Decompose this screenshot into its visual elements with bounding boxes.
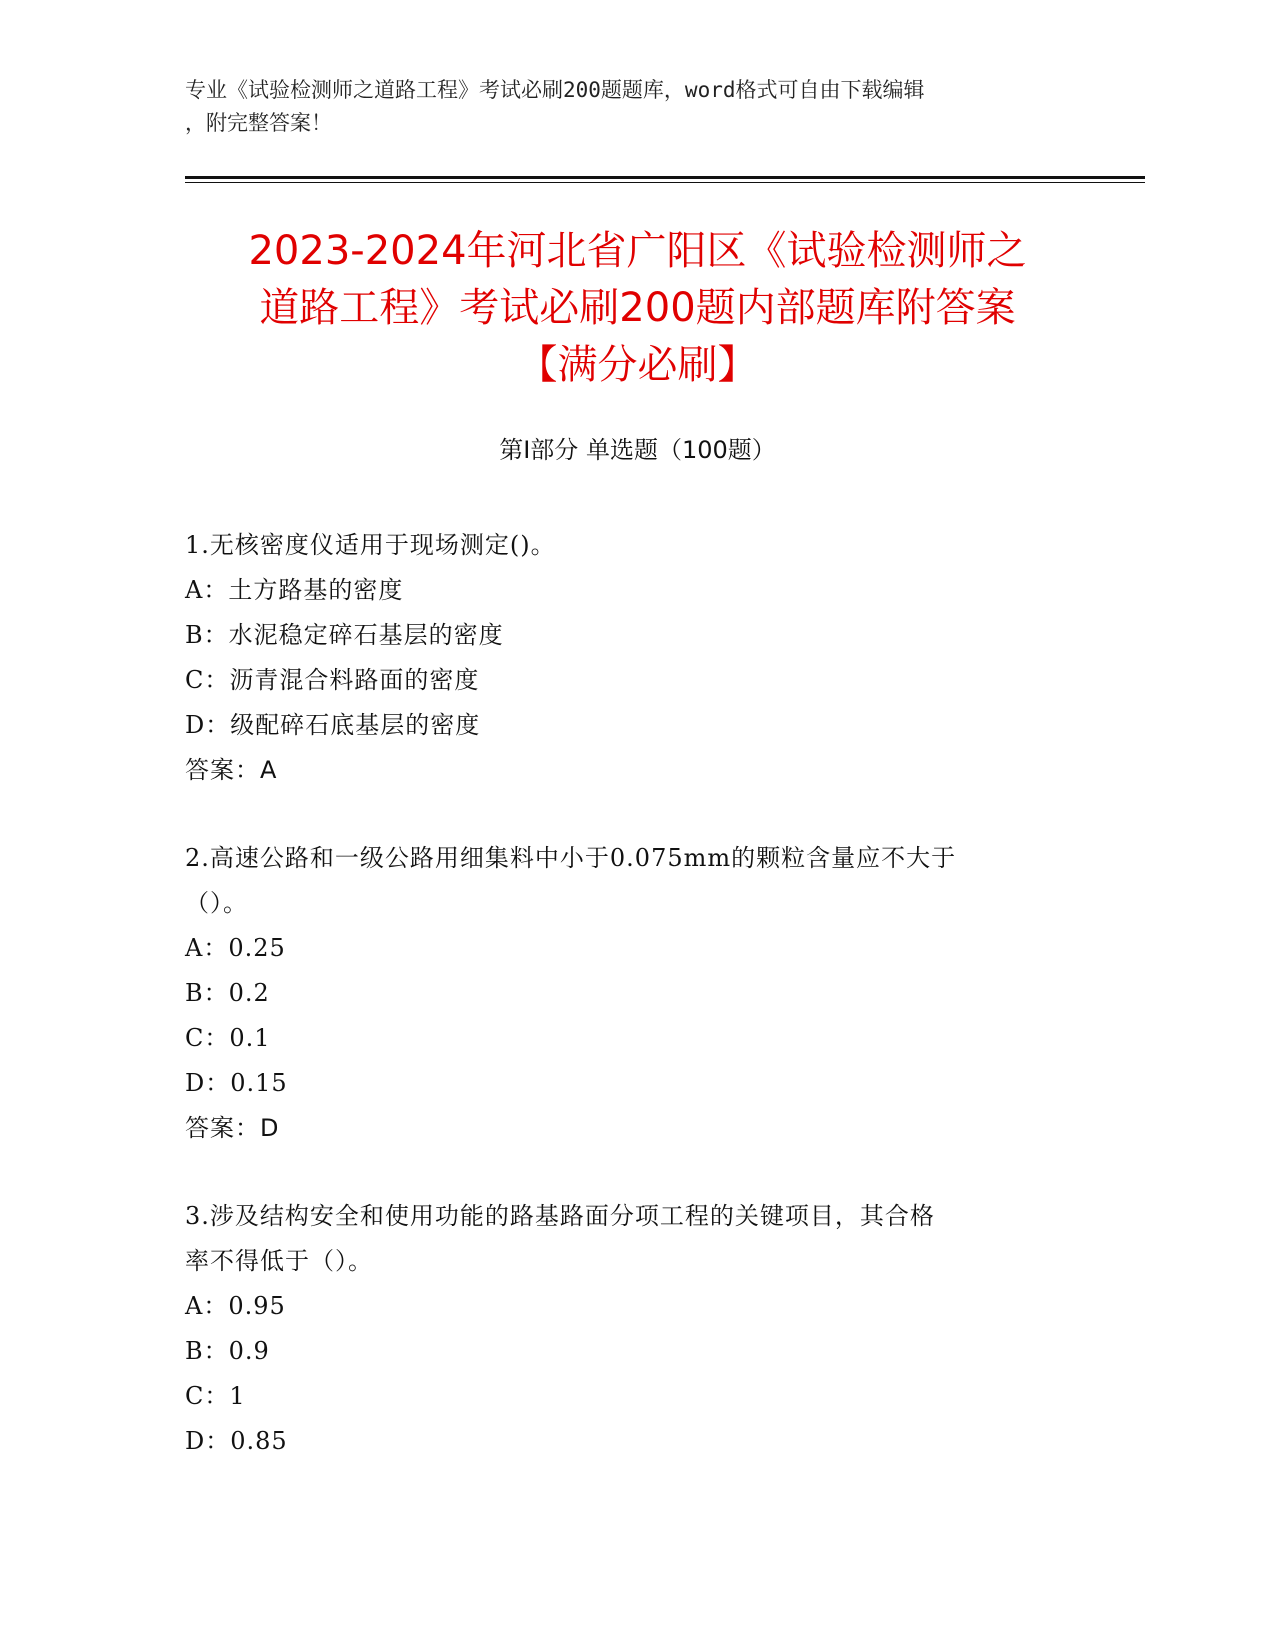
- option-a: A：土方路基的密度: [185, 576, 404, 604]
- option-d: D：0.15: [185, 1069, 288, 1097]
- question-stem-continued: （）。: [185, 889, 248, 917]
- option-d: D：级配碎石底基层的密度: [185, 711, 481, 739]
- option-a: A：0.95: [185, 1292, 286, 1320]
- header-note-line-1: 专业《试验检测师之道路工程》考试必刷200题题库，word格式可自由下载编辑: [185, 78, 925, 102]
- answer: 答案：A: [185, 756, 278, 784]
- option-a: A：0.25: [185, 934, 286, 962]
- question-list: [185, 523, 1065, 1507]
- option-c: C：1: [185, 1382, 246, 1410]
- question-stem: 3.涉及结构安全和使用功能的路基路面分项工程的关键项目，其合格: [185, 1202, 935, 1230]
- title-line-1: 2023-2024年河北省广阳区《试验检测师之: [248, 228, 1027, 274]
- question-2: [185, 836, 1065, 1151]
- header-note-line-2: ，附完整答案！: [185, 111, 332, 135]
- section-heading: 第Ⅰ部分 单选题（100题）: [499, 436, 776, 464]
- option-c: C：沥青混合料路面的密度: [185, 666, 480, 694]
- header-note: [185, 74, 1065, 140]
- document-title: [150, 223, 1125, 394]
- question-stem: 2.高速公路和一级公路用细集料中小于0.075mm的颗粒含量应不大于: [185, 844, 957, 872]
- header-rule-thick: [185, 176, 1145, 179]
- answer: 答案：D: [185, 1114, 280, 1142]
- question-1: [185, 523, 1065, 793]
- option-d: D：0.85: [185, 1427, 288, 1455]
- question-stem-continued: 率不得低于（）。: [185, 1247, 373, 1275]
- title-line-3: 【满分必刷】: [517, 342, 758, 388]
- option-b: B：水泥稳定碎石基层的密度: [185, 621, 504, 649]
- question-stem: 1.无核密度仪适用于现场测定()。: [185, 531, 556, 559]
- question-3: [185, 1194, 1065, 1464]
- title-line-2: 道路工程》考试必刷200题内部题库附答案: [259, 285, 1016, 331]
- option-c: C：0.1: [185, 1024, 271, 1052]
- option-b: B：0.9: [185, 1337, 270, 1365]
- option-b: B：0.2: [185, 979, 270, 1007]
- header-rule-thin: [185, 182, 1145, 183]
